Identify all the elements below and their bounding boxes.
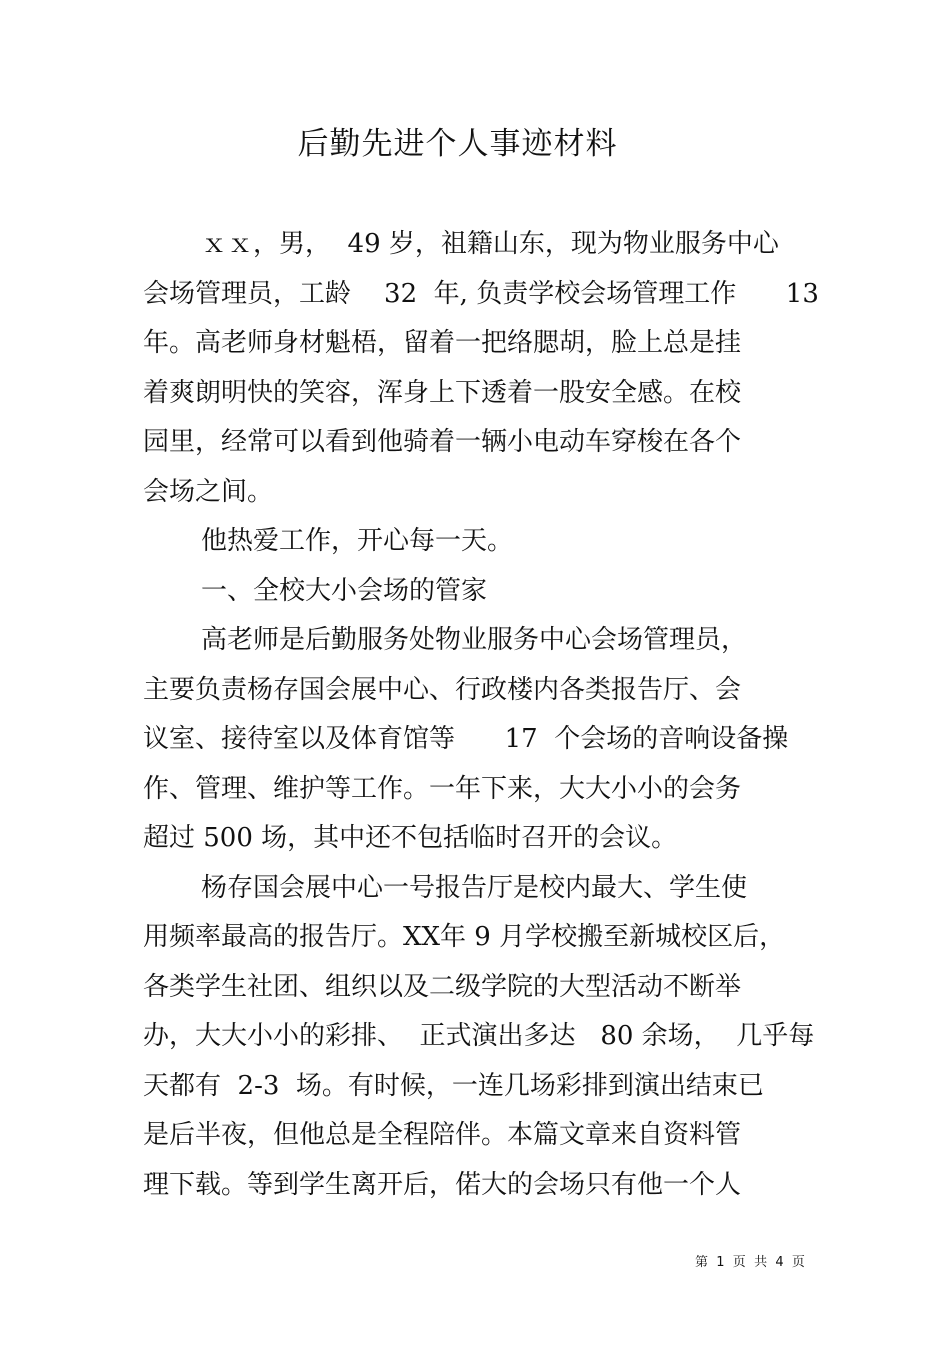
section-heading: 一、全校大小会场的管家: [201, 575, 488, 606]
page-number-footer: 第 1 页 共 4 页: [695, 1255, 805, 1270]
paragraph-line: ｘｘ，男， 49 岁，祖籍山东，现为物业服务中心: [201, 229, 779, 259]
paragraph-line: 用频率最高的报告厅。XX年 9 月学校搬至新城校区后，: [143, 922, 786, 952]
paragraph-line: 天都有 2-3 场。有时候，一连几场彩排到演出结束已: [143, 1070, 764, 1101]
paragraph-line: 各类学生社团、组织以及二级学院的大型活动不断举: [143, 971, 742, 1002]
paragraph-line: 他热爱工作，开心每一天。: [201, 526, 514, 556]
paragraph-line: 理下载。等到学生离开后，偌大的会场只有他一个人: [143, 1169, 742, 1200]
paragraph-line: 议室、接待室以及体育馆等 17 个会场的音响设备操: [143, 724, 789, 754]
paragraph-line: 着爽朗明快的笑容，浑身上下透着一股安全感。在校: [143, 377, 742, 408]
paragraph-line: 主要负责杨存国会展中心、行政楼内各类报告厅、会: [143, 674, 742, 705]
paragraph-line: 办，大大小小的彩排、 正式演出多达 80 余场， 几乎每: [143, 1021, 815, 1051]
paragraph-line: 高老师是后勤服务处物业服务中心会场管理员，: [201, 625, 748, 655]
paragraph-line: 超过 500 场，其中还不包括临时召开的会议。: [143, 823, 678, 853]
paragraph-line: 会场管理员，工龄 32 年, 负责学校会场管理工作 13: [143, 278, 819, 309]
paragraph-line: 作、管理、维护等工作。一年下来，大大小小的会务: [143, 773, 742, 804]
paragraph-line: 园里，经常可以看到他骑着一辆小电动车穿梭在各个: [143, 427, 742, 457]
document-title: 后勤先进个人事迹材料: [297, 126, 618, 162]
document-body: [143, 220, 823, 1210]
paragraph-line: 杨存国会展中心一号报告厅是校内最大、学生使: [201, 872, 748, 903]
paragraph-line: 年。高老师身材魁梧，留着一把络腮胡，脸上总是挂: [143, 328, 742, 358]
paragraph-line: 会场之间。: [143, 476, 274, 507]
paragraph-line: 是后半夜，但他总是全程陪伴。本篇文章来自资料管: [143, 1120, 742, 1150]
